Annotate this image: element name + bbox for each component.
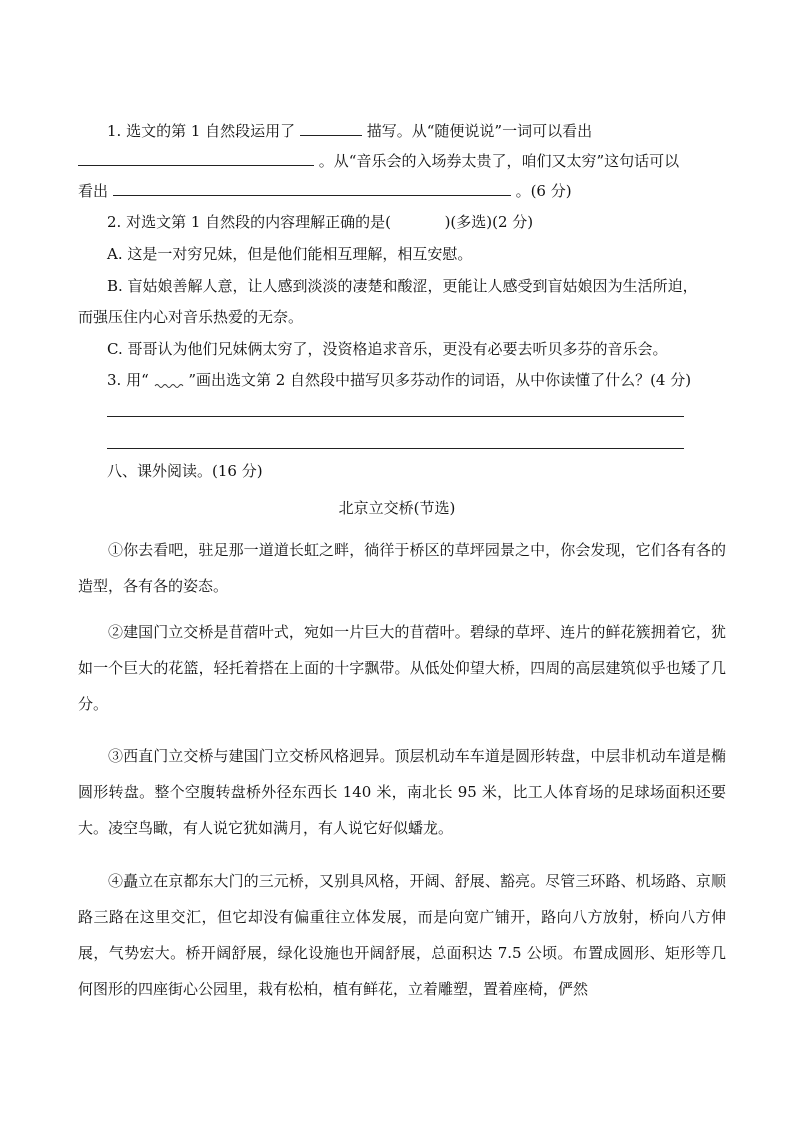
q2-stem-b: )(多选)(2 分) [444,213,534,231]
q3-answer-line-1[interactable] [107,416,684,417]
passage-paragraph-3: ③西直门立交桥与建国门立交桥风格迥异。顶层机动车车道是圆形转盘，中层非机动车道是椭圆形转盘。整个空腹转盘桥外径东西长 140 米，南北长 95 米，比工人体育场的足球场面积还要大。凌空鸟瞰，有人说它犹如满月，有人说它好似蟠龙。 [78,747,726,837]
wavy-underline-icon [154,381,184,389]
q3-stem [107,370,691,390]
q1-text-b: 描写。从“随便说说”一词可以看出 [366,122,593,140]
q1-blank-1[interactable] [300,121,362,136]
q1-text-c: 。从“音乐会的入场券太贵了，咱们又太穷”这句话可以 [318,152,680,170]
q2-option-b-line-1: B. 盲姑娘善解人意，让人感到淡淡的凄楚和酸涩，更能让人感受到盲姑娘因为生活所迫， [107,277,698,295]
passage-title: 北京立交桥(节选) [338,499,456,517]
q1-line-3 [78,181,572,201]
q2-option-b-line-2: 而强压住内心对音乐热爱的无奈。 [78,308,304,326]
q3-stem-a: 3. 用“ [107,371,149,389]
q2-stem [107,212,533,232]
q3-answer-line-2[interactable] [107,448,684,449]
q1-blank-2[interactable] [78,151,314,166]
passage-paragraph-1: ①你去看吧，驻足那一道道长虹之畔，徜徉于桥区的草坪园景之中，你会发现，它们各有各的造型，各有各的姿态。 [78,541,726,595]
q2-option-a: A. 这是一对穷兄妹，但是他们能相互理解，相互安慰。 [107,245,473,263]
q2-option-c: C. 哥哥认为他们兄妹俩太穷了，没资格追求音乐，更没有必要去听贝多芬的音乐会。 [107,340,668,358]
passage-paragraph-4: ④矗立在京都东大门的三元桥，又别具风格，开阔、舒展、豁亮。尽管三环路、机场路、京顺路三路在这里交汇，但它却没有偏重往立体发展，而是向宽广铺开，路向八方放射，桥向八方伸展，气势宏大。桥开阔舒展，绿化设施也开阔舒展，总面积达 7.5 公顷。布置成圆形、矩形等几何图形的四座街心公园里，栽有松柏，植有鲜花，立着雕塑，置着座椅，俨然 [78,872,726,998]
q1-blank-3[interactable] [113,181,511,196]
passage-paragraph-2: ②建国门立交桥是苜蓿叶式，宛如一片巨大的苜蓿叶。碧绿的草坪、连片的鲜花簇拥着它，犹如一个巨大的花篮，轻托着搭在上面的十字飘带。从低处仰望大桥，四周的高层建筑似乎也矮了几分。 [78,623,726,713]
q1-text-a: 1. 选文的第 1 自然段运用了 [107,122,296,140]
q2-stem-a: 2. 对选文第 1 自然段的内容理解正确的是( [107,213,392,231]
q1-line-2 [78,151,679,171]
q1-line-1 [107,121,592,141]
section-heading: 八、课外阅读。(16 分) [107,462,263,480]
q1-text-e: 。(6 分) [515,182,572,200]
q3-stem-b: ”画出选文第 2 自然段中描写贝多芬动作的词语，从中你读懂了什么？(4 分) [188,371,692,389]
q1-text-d: 看出 [78,182,109,200]
